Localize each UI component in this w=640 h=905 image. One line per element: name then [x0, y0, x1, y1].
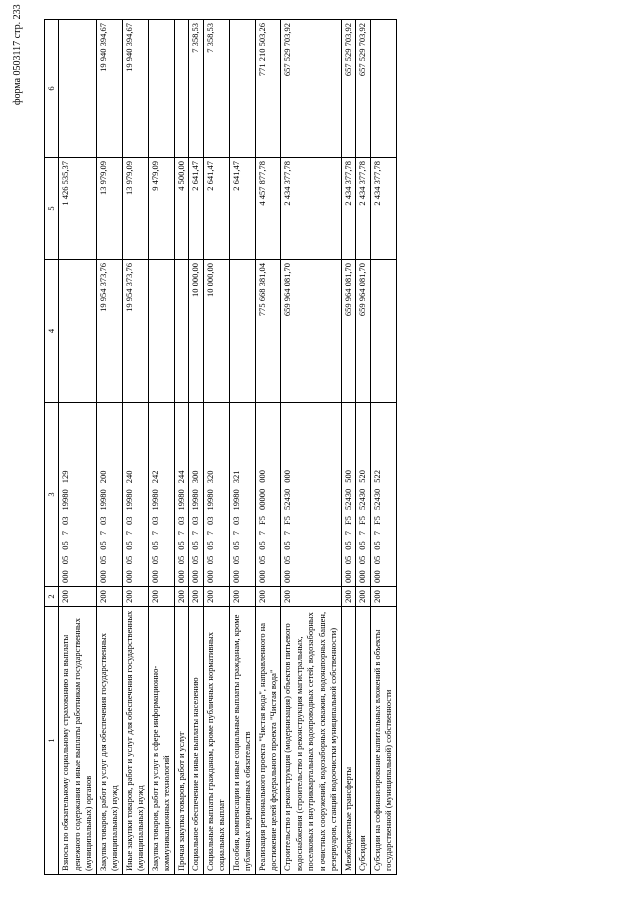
table-row: [341, 20, 355, 875]
row-executed: 4 500,00: [174, 158, 188, 260]
code-part: 05: [371, 555, 382, 565]
row-executed: 13 979,09: [122, 158, 148, 260]
row-line-code: 200: [255, 587, 281, 607]
header-row: [45, 20, 59, 875]
code-part: 05: [204, 541, 215, 550]
row-classification-code: [203, 403, 229, 587]
code-part: 000: [230, 570, 241, 583]
row-executed: 2 641,47: [203, 158, 229, 260]
row-classification-code: [189, 403, 203, 587]
code-part: 05: [204, 555, 215, 565]
table-row: [148, 20, 174, 875]
row-unexecuted: [229, 20, 255, 158]
row-line-code: 200: [229, 587, 255, 607]
row-unexecuted: 7 358,53: [203, 20, 229, 158]
table-row: [189, 20, 203, 875]
row-line-code: 200: [148, 587, 174, 607]
code-part: 05: [230, 555, 241, 565]
row-classification-code: [281, 403, 341, 587]
code-part: F5: [256, 516, 267, 525]
code-part: 05: [175, 555, 186, 565]
row-name: Закупка товаров, работ и услуг в сфере информационно-коммуникационных технологий: [148, 607, 174, 875]
code-part: 7: [282, 531, 293, 536]
code-part: 000: [60, 570, 71, 583]
row-executed: 2 641,47: [229, 158, 255, 260]
row-unexecuted: 657 529 703,92: [356, 20, 370, 158]
code-part: 19980: [149, 489, 160, 511]
row-approved: [370, 260, 396, 403]
code-part: F5: [282, 516, 293, 525]
code-part: 7: [175, 531, 186, 536]
table-row: [370, 20, 396, 875]
code-part: F5: [357, 516, 368, 525]
row-executed: 2 434 377,78: [370, 158, 396, 260]
row-name: Строительство и реконструкция (модернизация) объектов питьевого водоснабжения (строительство и реконструкция магистральных, поселковых и внутриквартальных водопроводных сетей, водозаборных и очистных сооружений, водозаборных скважин, водонапорных башен, резервуаров, станций водоочистки муниципальной собственности): [281, 607, 341, 875]
code-part: 19980: [204, 489, 215, 511]
row-line-code: 200: [370, 587, 396, 607]
code-part: 7: [149, 531, 160, 536]
code-part: 05: [175, 541, 186, 550]
code-part: 05: [60, 541, 71, 550]
code-part: 7: [97, 531, 108, 536]
row-approved: 659 964 081,70: [356, 260, 370, 403]
column-header: 5: [45, 158, 59, 260]
row-unexecuted: 657 529 703,92: [281, 20, 341, 158]
code-part: 05: [371, 541, 382, 550]
code-part: F5: [342, 516, 353, 525]
row-name: Социальное обеспечение и иные выплаты населению: [189, 607, 203, 875]
code-part: 522: [371, 470, 382, 483]
code-part: 05: [256, 541, 267, 550]
code-part: 7: [204, 531, 215, 536]
code-part: 05: [190, 555, 201, 565]
code-part: 03: [204, 516, 215, 525]
code-part: 19980: [60, 489, 71, 511]
table-row: [356, 20, 370, 875]
row-classification-code: [174, 403, 188, 587]
row-line-code: 200: [96, 587, 122, 607]
code-part: 05: [123, 541, 134, 550]
row-name: Реализация регионального проекта "Чистая вода", направленного на достижение целей федерального проекта "Чистая вода": [255, 607, 281, 875]
row-classification-code: [59, 403, 96, 587]
code-part: 200: [97, 470, 108, 484]
row-approved: [148, 260, 174, 403]
row-classification-code: [148, 403, 174, 587]
row-executed: 4 457 877,78: [255, 158, 281, 260]
code-part: 7: [123, 531, 134, 536]
row-executed: 2 641,47: [189, 158, 203, 260]
code-part: 05: [60, 555, 71, 565]
code-part: 300: [190, 470, 201, 484]
code-part: 05: [230, 541, 241, 550]
table-row: [229, 20, 255, 875]
table-row: [281, 20, 341, 875]
row-line-code: 200: [189, 587, 203, 607]
row-line-code: 200: [281, 587, 341, 607]
column-header: 3: [45, 403, 59, 587]
row-unexecuted: 771 210 503,26: [255, 20, 281, 158]
code-part: 05: [342, 541, 353, 550]
code-part: 7: [256, 531, 267, 536]
row-name: Закупка товаров, работ и услуг для обеспечения государственных (муниципальных) нужд: [96, 607, 122, 875]
row-line-code: 200: [122, 587, 148, 607]
code-part: 00000: [256, 488, 267, 511]
row-approved: [59, 260, 96, 403]
row-approved: 10 000,00: [189, 260, 203, 403]
code-part: 19980: [97, 489, 108, 511]
code-part: 000: [256, 570, 267, 583]
row-classification-code: [122, 403, 148, 587]
column-header: 4: [45, 260, 59, 403]
code-part: 500: [342, 470, 353, 483]
code-part: 03: [97, 516, 108, 525]
code-part: 000: [190, 570, 201, 583]
code-part: 52430: [371, 488, 382, 511]
row-unexecuted: [370, 20, 396, 158]
code-part: 05: [149, 555, 160, 565]
row-approved: 659 964 081,70: [341, 260, 355, 403]
row-classification-code: [356, 403, 370, 587]
code-part: 000: [123, 570, 134, 583]
code-part: 52430: [357, 488, 368, 511]
row-unexecuted: 7 358,53: [189, 20, 203, 158]
row-name: Пособия, компенсации и иные социальные выплаты гражданам, кроме публичных нормативных обязательств: [229, 607, 255, 875]
row-name: Иные закупки товаров, работ и услуг для обеспечения государственных (муниципальных) нужд: [122, 607, 148, 875]
code-part: 05: [282, 541, 293, 550]
code-part: 7: [60, 531, 71, 536]
code-part: 05: [190, 541, 201, 550]
expenditure-table: [44, 19, 397, 875]
code-part: 129: [60, 470, 71, 484]
code-part: 7: [342, 531, 353, 536]
row-unexecuted: [174, 20, 188, 158]
code-part: 000: [282, 570, 293, 583]
code-part: 000: [357, 570, 368, 583]
code-part: 000: [282, 470, 293, 483]
row-approved: 659 964 081,70: [281, 260, 341, 403]
code-part: 7: [357, 531, 368, 536]
code-part: 05: [342, 555, 353, 565]
row-line-code: 200: [174, 587, 188, 607]
row-approved: 19 954 373,76: [96, 260, 122, 403]
code-part: 242: [149, 470, 160, 484]
code-part: 000: [371, 570, 382, 583]
table-row: [255, 20, 281, 875]
row-unexecuted: [59, 20, 96, 158]
code-part: 7: [371, 531, 382, 536]
code-part: 52430: [282, 488, 293, 511]
row-name: Прочая закупка товаров, работ и услуг: [174, 607, 188, 875]
row-executed: 2 434 377,78: [356, 158, 370, 260]
row-unexecuted: 19 940 394,67: [96, 20, 122, 158]
row-line-code: 200: [341, 587, 355, 607]
row-approved: [174, 260, 188, 403]
code-part: 320: [204, 470, 215, 484]
code-part: 03: [60, 516, 71, 525]
code-part: 03: [230, 516, 241, 525]
row-name: Межбюджетные трансферты: [341, 607, 355, 875]
code-part: 19980: [190, 489, 201, 511]
code-part: 520: [357, 470, 368, 483]
row-name: Взносы по обязательному социальному страхованию на выплаты денежного содержания и иные выплаты работникам государственных (муниципальных) органов: [59, 607, 96, 875]
code-part: 000: [204, 570, 215, 583]
code-part: 000: [97, 570, 108, 583]
code-part: 05: [97, 541, 108, 550]
table-row: [174, 20, 188, 875]
code-part: 05: [357, 541, 368, 550]
code-part: 19980: [123, 489, 134, 511]
code-part: 52430: [342, 488, 353, 511]
row-approved: 10 000,00: [203, 260, 229, 403]
code-part: 7: [190, 531, 201, 536]
code-part: 7: [230, 531, 241, 536]
row-name: Субсидии: [356, 607, 370, 875]
row-classification-code: [255, 403, 281, 587]
code-part: 05: [256, 555, 267, 565]
row-name: Социальные выплаты гражданам, кроме публичных нормативных социальных выплат: [203, 607, 229, 875]
table-row: [96, 20, 122, 875]
row-approved: 775 668 381,04: [255, 260, 281, 403]
row-unexecuted: 657 529 703,92: [341, 20, 355, 158]
row-classification-code: [341, 403, 355, 587]
row-executed: 2 434 377,78: [281, 158, 341, 260]
column-header: 1: [45, 607, 59, 875]
code-part: 000: [175, 570, 186, 583]
row-line-code: 200: [203, 587, 229, 607]
form-label: форма 0503117 стр. 233: [12, 4, 23, 105]
row-unexecuted: [148, 20, 174, 158]
row-line-code: 200: [59, 587, 96, 607]
row-line-code: 200: [356, 587, 370, 607]
code-part: 19980: [175, 489, 186, 511]
row-executed: 2 434 377,78: [341, 158, 355, 260]
row-approved: [229, 260, 255, 403]
row-classification-code: [96, 403, 122, 587]
table-row: [203, 20, 229, 875]
code-part: 000: [256, 470, 267, 483]
row-classification-code: [370, 403, 396, 587]
column-header: 6: [45, 20, 59, 158]
code-part: 000: [149, 570, 160, 583]
code-part: 321: [230, 470, 241, 484]
code-part: 05: [282, 555, 293, 565]
row-name: Субсидии на софинансирование капитальных вложений в объекты государственной (муниципальной) собственности: [370, 607, 396, 875]
table-row: [122, 20, 148, 875]
code-part: 19980: [230, 489, 241, 511]
table-row: [59, 20, 96, 875]
code-part: F5: [371, 516, 382, 525]
row-approved: 19 954 373,76: [122, 260, 148, 403]
code-part: 03: [175, 516, 186, 525]
code-part: 05: [357, 555, 368, 565]
code-part: 03: [123, 516, 134, 525]
row-executed: 13 979,09: [96, 158, 122, 260]
column-header: 2: [45, 587, 59, 607]
code-part: 244: [175, 470, 186, 484]
row-executed: 1 426 535,37: [59, 158, 96, 260]
code-part: 000: [342, 570, 353, 583]
code-part: 03: [149, 516, 160, 525]
row-classification-code: [229, 403, 255, 587]
row-unexecuted: 19 940 394,67: [122, 20, 148, 158]
code-part: 240: [123, 470, 134, 484]
code-part: 05: [97, 555, 108, 565]
code-part: 05: [149, 541, 160, 550]
row-executed: 9 479,09: [148, 158, 174, 260]
code-part: 03: [190, 516, 201, 525]
code-part: 05: [123, 555, 134, 565]
